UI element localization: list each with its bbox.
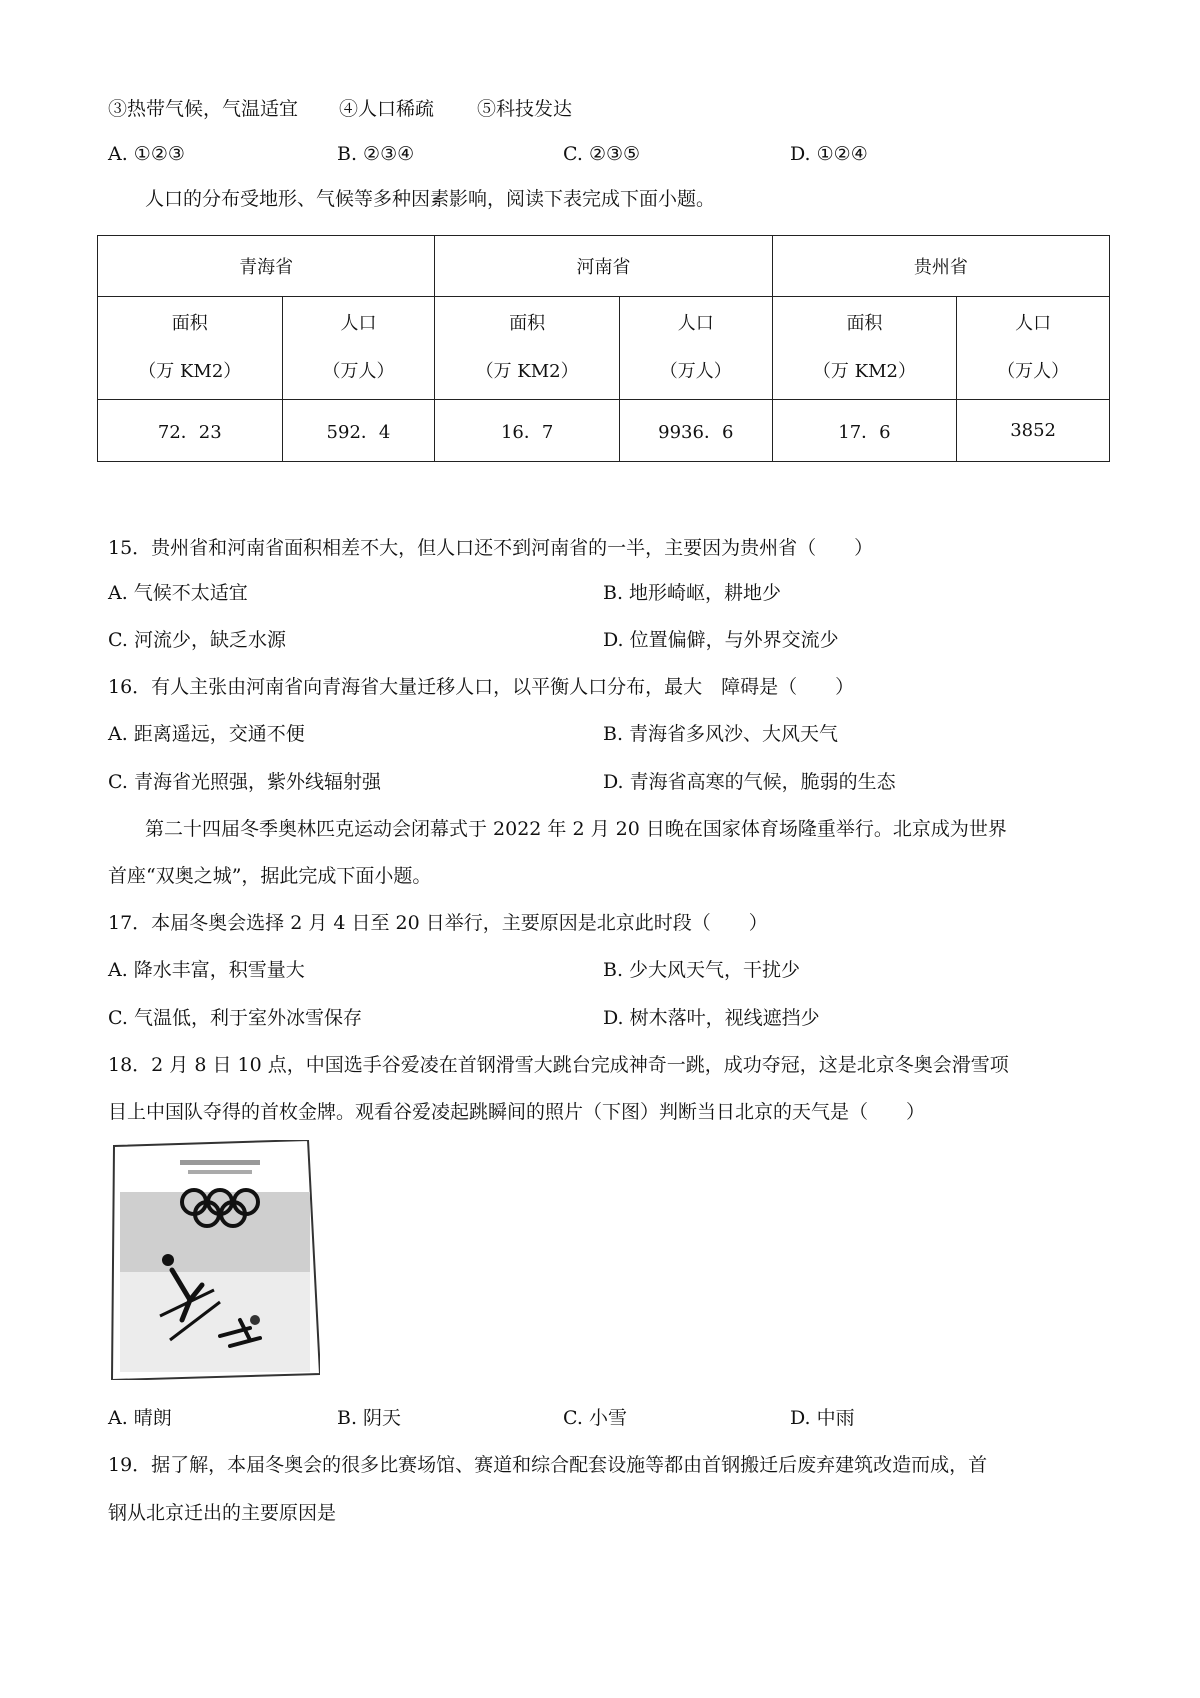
q16-stem: 16．有人主张由河南省向青海省大量迁移人口，以平衡人口分布，最大 障碍是（ ） — [108, 676, 855, 698]
q16-option-b: B. 青海省多风沙、大风天气 — [603, 723, 839, 745]
pop-header: 人口 （万人） — [282, 297, 435, 400]
q15-option-c: C. 河流少，缺乏水源 — [108, 629, 286, 651]
pop-header: 人口 （万人） — [957, 297, 1110, 400]
q15-stem: 15．贵州省和河南省面积相差不大，但人口还不到河南省的一半，主要因为贵州省（ ） — [108, 537, 874, 559]
q19-stem-line2: 钢从北京迁出的主要原因是 — [108, 1502, 337, 1524]
pop-header: 人口 （万人） — [619, 297, 772, 400]
q17-option-a: A. 降水丰富，积雪量大 — [108, 959, 305, 981]
item-5: ⑤科技发达 — [477, 98, 573, 120]
q17-option-c: C. 气温低，利于室外冰雪保存 — [108, 1007, 362, 1029]
q16-option-c: C. 青海省光照强，紫外线辐射强 — [108, 771, 381, 793]
q18-option-d: D. 中雨 — [790, 1407, 855, 1429]
olympic-ski-jump-photo — [110, 1140, 320, 1380]
population-table — [97, 235, 1110, 462]
q14-option-d: D. ①②④ — [790, 143, 868, 165]
q16-option-d: D. 青海省高寒的气候，脆弱的生态 — [603, 771, 896, 793]
table-cell: 592．4 — [282, 400, 435, 462]
header-qinghai: 青海省 — [98, 236, 435, 297]
table-cell: 17．6 — [772, 400, 957, 462]
area-header: 面积 （万 KM2） — [435, 297, 620, 400]
q19-stem-line1: 19．据了解，本届冬奥会的很多比赛场馆、赛道和综合配套设施等都由首钢搬迁后废弃建筑改造而成，首 — [108, 1454, 988, 1476]
q18-option-b: B. 阴天 — [337, 1407, 402, 1429]
header-henan: 河南省 — [435, 236, 772, 297]
olympics-intro-line2: 首座“双奥之城”，据此完成下面小题。 — [108, 865, 432, 887]
item-3: ③热带气候，气温适宜 — [108, 98, 299, 120]
area-header: 面积 （万 KM2） — [98, 297, 283, 400]
table-cell: 72．23 — [98, 400, 283, 462]
q18-stem-line1: 18．2 月 8 日 10 点，中国选手谷爱凌在首钢滑雪大跳台完成神奇一跳，成功夺冠，这是北京冬奥会滑雪项 — [108, 1054, 1009, 1076]
table-cell: 3852 — [957, 400, 1110, 462]
area-header: 面积 （万 KM2） — [772, 297, 957, 400]
q18-stem-line2: 目上中国队夺得的首枚金牌。观看谷爱凌起跳瞬间的照片（下图）判断当日北京的天气是（ ） — [108, 1101, 926, 1123]
q15-option-a: A. 气候不太适宜 — [108, 582, 248, 604]
item-4: ④人口稀疏 — [339, 98, 435, 120]
q14-option-b: B. ②③④ — [337, 143, 415, 165]
table-cell: 9936．6 — [619, 400, 772, 462]
q14-option-c: C. ②③⑤ — [563, 143, 641, 165]
q15-option-d: D. 位置偏僻，与外界交流少 — [603, 629, 839, 651]
q18-option-c: C. 小雪 — [563, 1407, 627, 1429]
table-intro: 人口的分布受地形、气候等多种因素影响，阅读下表完成下面小题。 — [145, 188, 716, 210]
q18-option-a: A. 晴朗 — [108, 1407, 172, 1429]
q16-option-a: A. 距离遥远，交通不便 — [108, 723, 305, 745]
q15-option-b: B. 地形崎岖，耕地少 — [603, 582, 782, 604]
q17-option-b: B. 少大风天气，干扰少 — [603, 959, 801, 981]
q17-option-d: D. 树木落叶，视线遮挡少 — [603, 1007, 820, 1029]
table-cell: 16．7 — [435, 400, 620, 462]
q14-option-a: A. ①②③ — [108, 143, 185, 165]
header-guizhou: 贵州省 — [772, 236, 1109, 297]
olympics-intro-line1: 第二十四届冬季奥林匹克运动会闭幕式于 2022 年 2 月 20 日晚在国家体育场隆重举行。北京成为世界 — [145, 818, 1007, 840]
q17-stem: 17．本届冬奥会选择 2 月 4 日至 20 日举行，主要原因是北京此时段（ ） — [108, 912, 768, 934]
